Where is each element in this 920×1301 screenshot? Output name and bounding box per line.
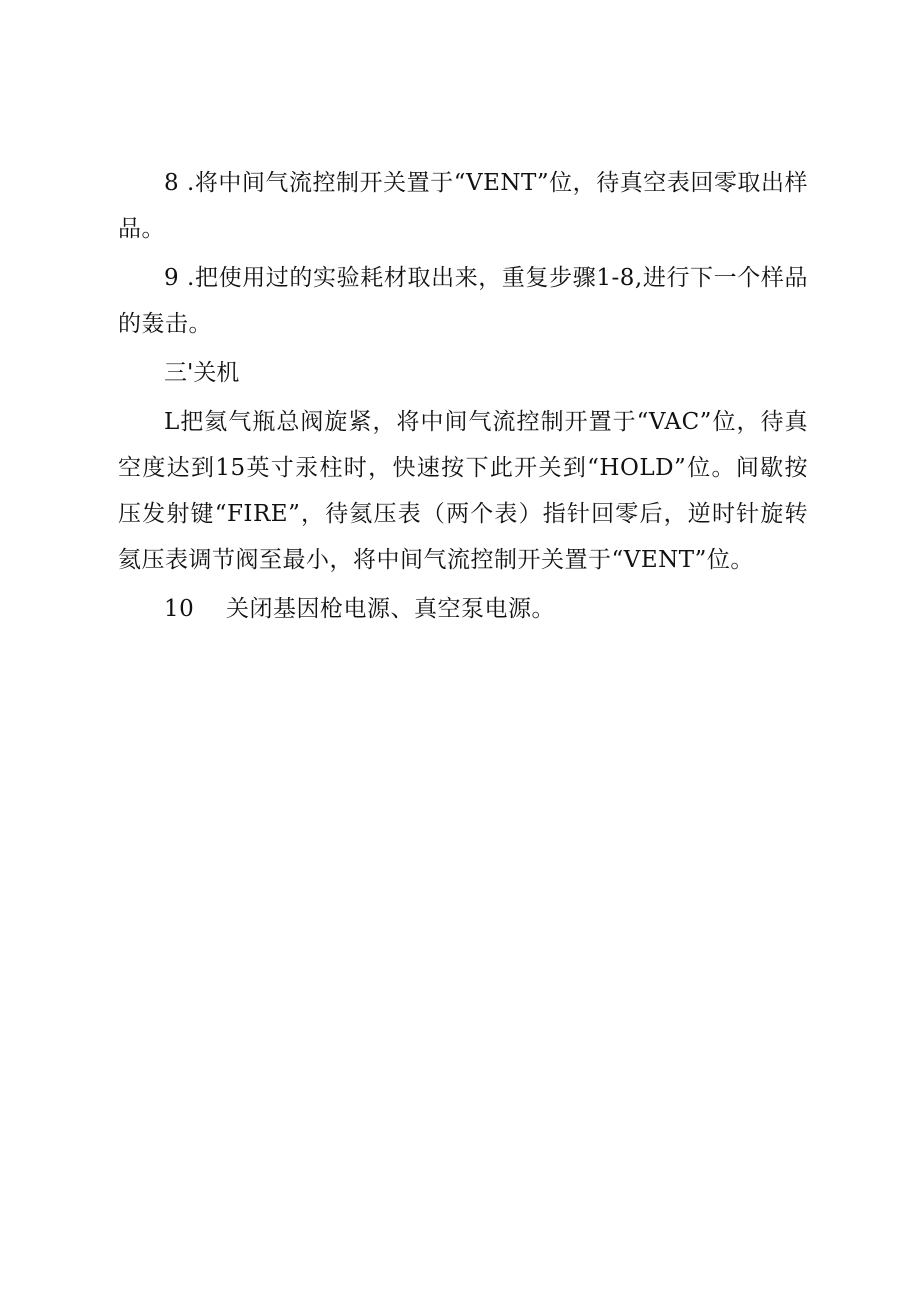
step-9-paragraph: 9 .把使用过的实验耗材取出来，重复步骤1-8,进行下一个样品的轰击。 [118,265,808,337]
document-body [118,160,808,635]
shutdown-instructions-paragraph: L把氦气瓶总阀旋紧，将中间气流控制开置于“VAC”位，待真空度达到15英寸汞柱时，快速按下此开关到“HOLD”位。间歇按压发射键“FIRE”，待氦压表（两个表）指针回零后，逆时针旋转氦压表调节阀至最小，将中间气流控制开关置于“VENT”位。 [118,409,808,573]
step-10-paragraph [118,586,808,632]
step-10-number: 10 [164,596,195,622]
step-8-paragraph: 8 .将中间气流控制开关置于“VENT”位，待真空表回零取出样品。 [118,170,808,242]
section-heading-shutdown: 三'关机 [164,360,240,386]
step-10-text: 关闭基因枪电源、真空泵电源。 [226,596,555,622]
